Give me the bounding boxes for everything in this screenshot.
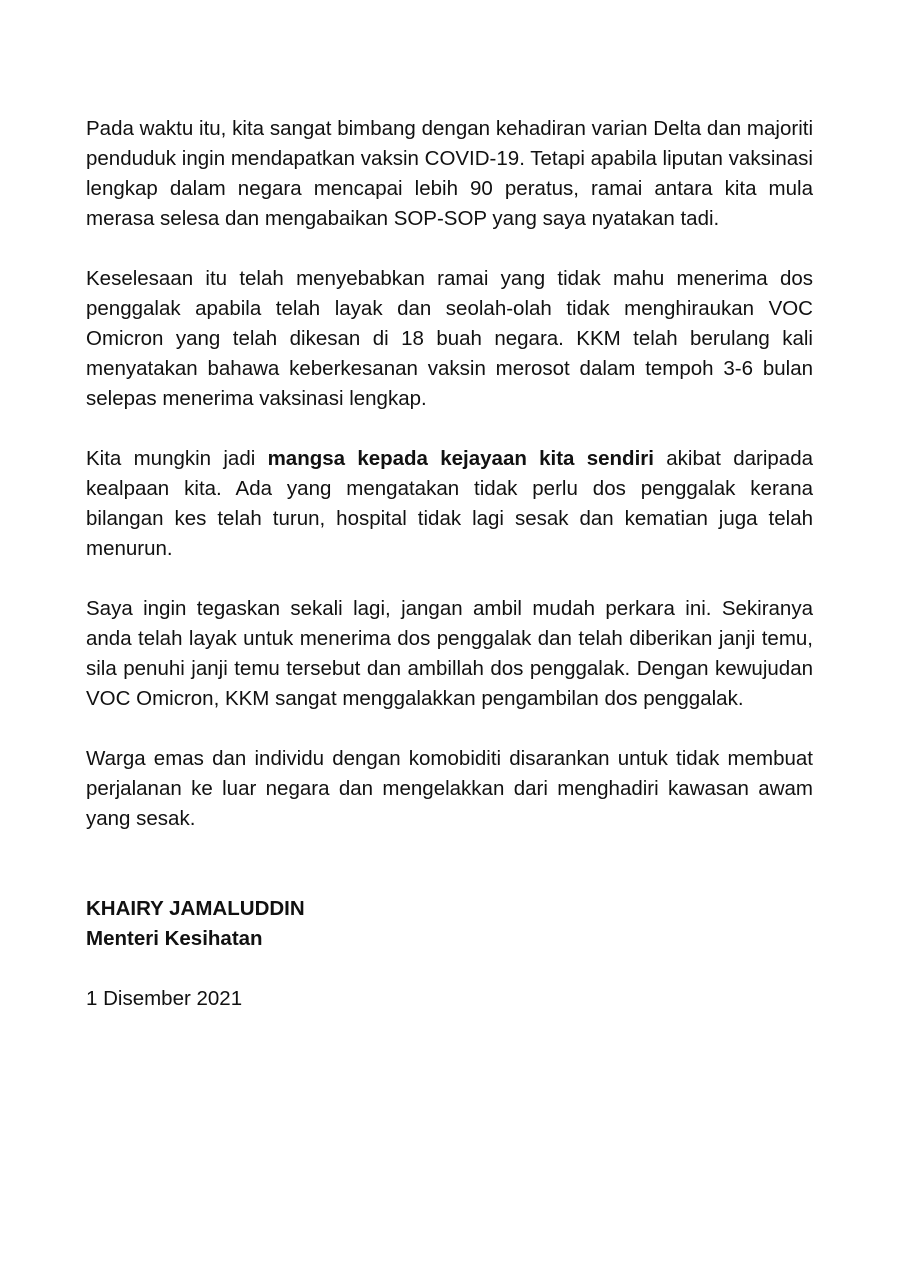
- paragraph-3-text-start: Kita mungkin jadi: [86, 447, 268, 470]
- signatory-name: KHAIRY JAMALUDDIN: [86, 897, 305, 920]
- signature-block: [86, 894, 813, 954]
- paragraph-4: Saya ingin tegaskan sekali lagi, jangan ambil mudah perkara ini. Sekiranya anda telah layak untuk menerima dos penggalak dan telah diberikan janji temu, sila penuhi janji temu tersebut dan ambillah dos penggalak. Dengan kewujudan VOC Omicron, KKM sangat menggalakkan pengambilan dos penggalak.: [86, 597, 813, 710]
- paragraph-2: Keselesaan itu telah menyebabkan ramai yang tidak mahu menerima dos penggalak apabila telah layak dan seolah-olah tidak menghiraukan VOC Omicron yang telah dikesan di 18 buah negara. KKM telah berulang kali menyatakan bahawa keberkesanan vaksin merosot dalam tempoh 3-6 bulan selepas menerima vaksinasi lengkap.: [86, 267, 813, 410]
- document-date: 1 Disember 2021: [86, 987, 243, 1010]
- paragraph-3-emphasis: mangsa kepada kejayaan kita sendiri: [267, 447, 654, 470]
- signatory-title: Menteri Kesihatan: [86, 927, 263, 950]
- paragraph-3-text-end: akibat daripada kealpaan kita. Ada yang mengatakan tidak perlu dos penggalak kerana bilangan kes telah turun, hospital tidak lagi sesak dan kematian juga telah menurun.: [86, 447, 814, 560]
- paragraph-5: Warga emas dan individu dengan komobiditi disarankan untuk tidak membuat perjalanan ke luar negara dan mengelakkan dari menghadiri kawasan awam yang sesak.: [86, 747, 813, 830]
- document-body: [86, 114, 813, 1014]
- paragraph-3: [86, 444, 813, 564]
- paragraph-1: Pada waktu itu, kita sangat bimbang dengan kehadiran varian Delta dan majoriti penduduk ingin mendapatkan vaksin COVID-19. Tetapi apabila liputan vaksinasi lengkap dalam negara mencapai lebih 90 peratus, ramai antara kita mula merasa selesa dan mengabaikan SOP-SOP yang saya nyatakan tadi.: [86, 117, 813, 230]
